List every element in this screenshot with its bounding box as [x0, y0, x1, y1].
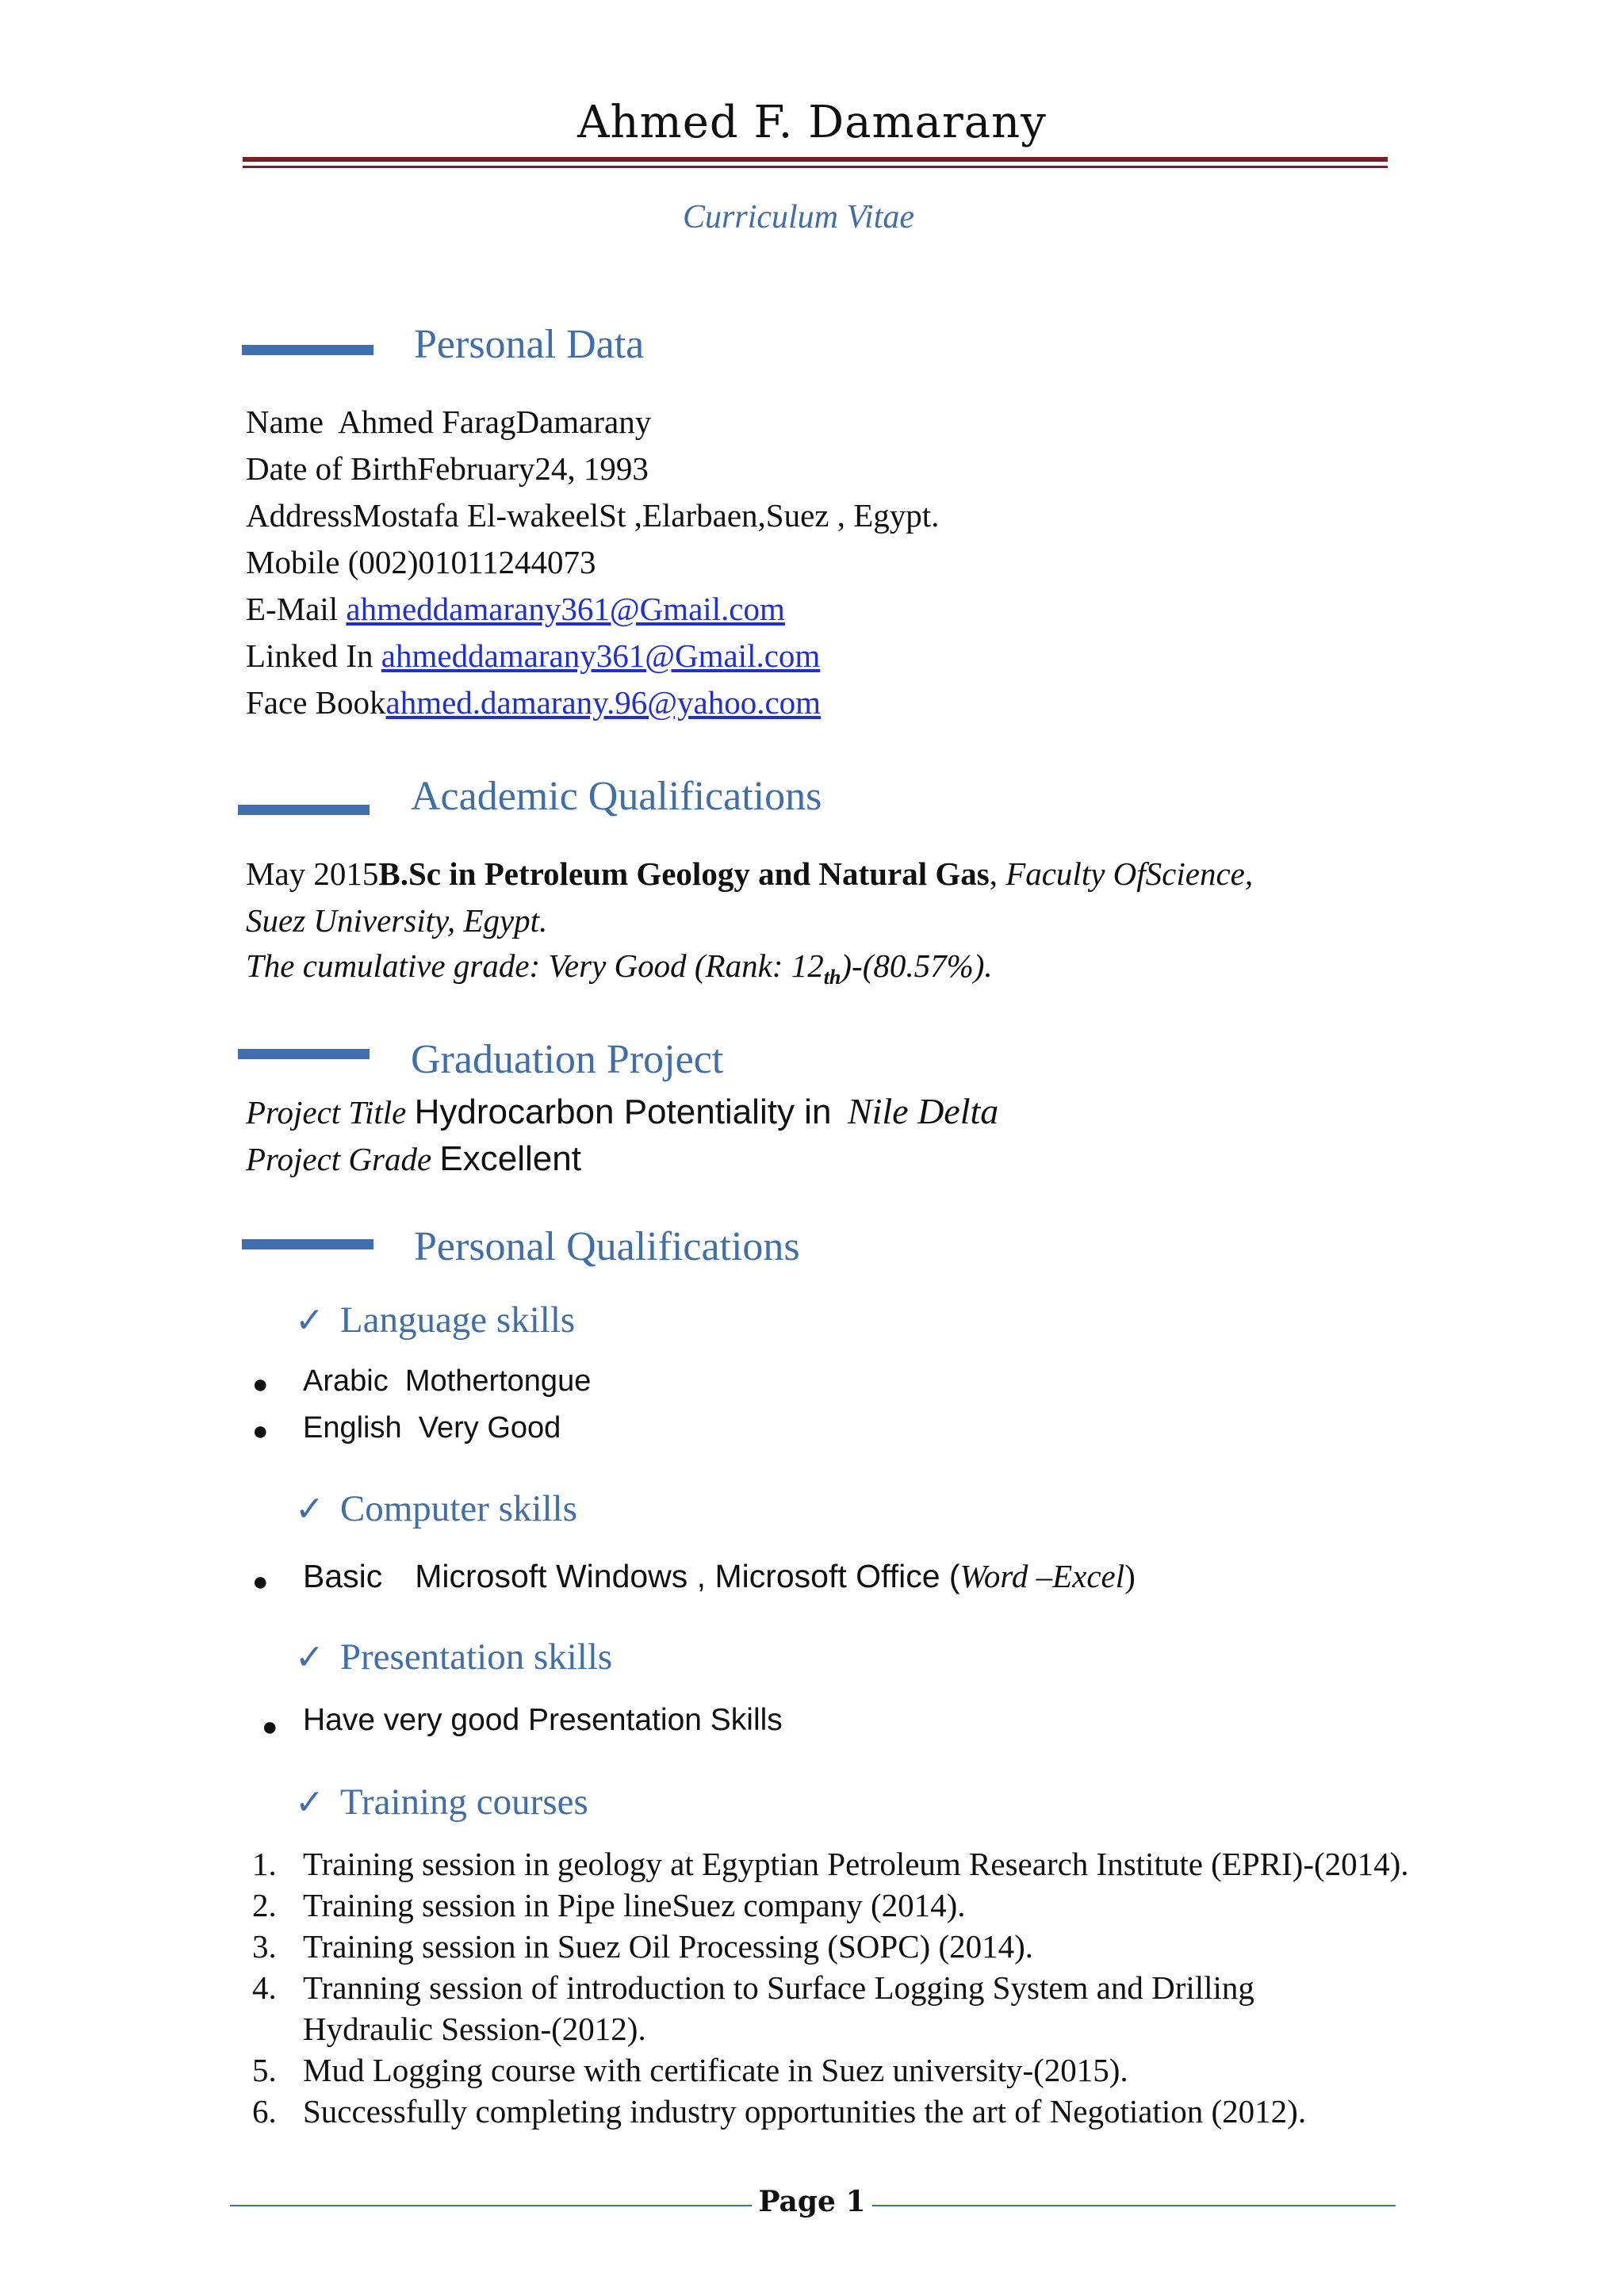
section-marker-academic — [238, 805, 370, 815]
document-subtitle: Curriculum Vitae — [682, 199, 915, 235]
dob-label: Date of Birth — [246, 450, 418, 487]
computer-level: Basic — [303, 1558, 383, 1594]
course-item: Successfully completing industry opportunities the art of Negotiation (2012). — [303, 2093, 1307, 2130]
project-title-line — [246, 1089, 998, 1134]
project-title-value: Hydrocarbon Potentiality in — [414, 1093, 832, 1131]
language-item — [303, 1410, 561, 1447]
page-number: Page 1 — [758, 2185, 866, 2218]
presentation-heading-label: Presentation skills — [339, 1636, 613, 1678]
language-name: Arabic — [303, 1364, 389, 1398]
address-label: Address — [246, 497, 353, 534]
personal-address-line — [246, 496, 939, 535]
check-icon: ✓ — [295, 1301, 324, 1340]
grade-suffix: th — [823, 966, 841, 989]
section-marker-project — [238, 1049, 370, 1059]
linkedin-label: Linked In — [246, 637, 373, 674]
bullet-icon: ● — [252, 1417, 269, 1446]
language-level: Mothertongue — [404, 1364, 592, 1398]
course-item: Training session in geology at Egyptian Petroleum Research Institute (EPRI)-(2014). — [303, 1846, 1409, 1882]
facebook-link[interactable]: ahmed.damarany.96@yahoo.com — [385, 684, 822, 721]
language-heading-label: Language skills — [339, 1299, 576, 1341]
project-grade-value: Excellent — [439, 1139, 581, 1178]
academic-grade-line — [246, 947, 993, 989]
grade-text: The cumulative grade: Very Good (Rank: 12 — [246, 947, 824, 984]
course-item: Tranning session of introduction to Surface Logging System and Drilling — [303, 1969, 1254, 2006]
computer-item — [303, 1557, 1136, 1596]
computer-apps: Word –Excel — [959, 1558, 1125, 1594]
computer-heading — [295, 1487, 577, 1530]
training-heading-label: Training courses — [339, 1781, 588, 1823]
personal-facebook-line — [246, 683, 821, 722]
title-divider — [243, 157, 1388, 168]
course-number: 1. — [252, 1846, 277, 1882]
personal-name-line — [246, 403, 651, 442]
section-marker-qualifications — [242, 1239, 373, 1249]
personal-dob-line — [246, 450, 649, 488]
section-title-qualifications: Personal Qualifications — [414, 1224, 800, 1269]
mobile-label: Mobile — [246, 544, 340, 580]
language-level: Very Good — [418, 1411, 561, 1445]
project-title-place: Nile Delta — [847, 1091, 999, 1131]
mobile-value: (002)01011244073 — [347, 544, 596, 580]
academic-degree-line: May 2015B.Sc in Petroleum Geology and Natural Gas, Faculty OfScience, — [246, 855, 1254, 892]
language-item — [303, 1364, 591, 1400]
course-number: 5. — [252, 2052, 277, 2088]
check-icon: ✓ — [295, 1638, 324, 1677]
course-number: 4. — [252, 1969, 277, 2006]
project-grade-line — [246, 1138, 581, 1181]
email-label: E-Mail — [246, 591, 339, 627]
language-heading — [295, 1299, 575, 1341]
degree-faculty: Faculty OfScience, — [1005, 855, 1254, 892]
computer-close: ) — [1124, 1558, 1136, 1594]
page-title: Ahmed F. Damarany — [577, 97, 1047, 148]
grade-end: )-(80.57%). — [841, 947, 993, 984]
section-title-personal: Personal Data — [414, 322, 645, 367]
bullet-icon: ● — [252, 1567, 269, 1597]
project-title-label: Project Title — [246, 1094, 407, 1131]
dob-value: February24, 1993 — [417, 450, 649, 487]
degree-date: May 2015 — [246, 855, 379, 892]
computer-text: Microsoft Windows , Microsoft Office ( — [415, 1558, 960, 1594]
course-item: Mud Logging course with certificate in Suez university-(2015). — [303, 2052, 1128, 2088]
check-icon: ✓ — [295, 1783, 324, 1822]
facebook-label: Face Book — [246, 684, 386, 721]
bullet-icon: ● — [252, 1370, 269, 1399]
course-number: 3. — [252, 1928, 277, 1965]
presentation-item: Have very good Presentation Skills — [303, 1703, 783, 1737]
project-grade-label: Project Grade — [246, 1141, 432, 1177]
course-item-continued: Hydraulic Session-(2012). — [303, 2011, 646, 2047]
language-name: English — [303, 1411, 402, 1445]
course-number: 2. — [252, 1887, 277, 1923]
address-value: Mostafa El-wakeelSt ,Elarbaen,Suez , Egypt. — [352, 497, 940, 534]
section-title-academic: Academic Qualifications — [411, 774, 822, 819]
computer-heading-label: Computer skills — [339, 1488, 577, 1529]
check-icon: ✓ — [295, 1490, 324, 1529]
name-value: Ahmed FaragDamarany — [338, 404, 652, 440]
personal-mobile-line — [246, 543, 596, 582]
name-label: Name — [246, 404, 324, 440]
section-marker-personal — [242, 345, 373, 355]
academic-university-line: Suez University, Egypt. — [246, 902, 548, 939]
section-title-project: Graduation Project — [411, 1037, 724, 1082]
course-number: 6. — [252, 2093, 277, 2130]
linkedin-link[interactable]: ahmeddamarany361@Gmail.com — [381, 637, 821, 674]
degree-title: B.Sc in Petroleum Geology and Natural Gas — [378, 855, 990, 892]
bullet-icon: ● — [262, 1712, 278, 1742]
personal-linkedin-line — [246, 637, 820, 675]
presentation-heading — [295, 1636, 612, 1678]
course-item: Training session in Suez Oil Processing (SOPC) (2014). — [303, 1928, 1033, 1965]
training-heading — [295, 1781, 588, 1823]
personal-email-line — [246, 590, 785, 629]
email-link[interactable]: ahmeddamarany361@Gmail.com — [346, 591, 785, 627]
course-item: Training session in Pipe lineSuez company (2014). — [303, 1887, 966, 1923]
